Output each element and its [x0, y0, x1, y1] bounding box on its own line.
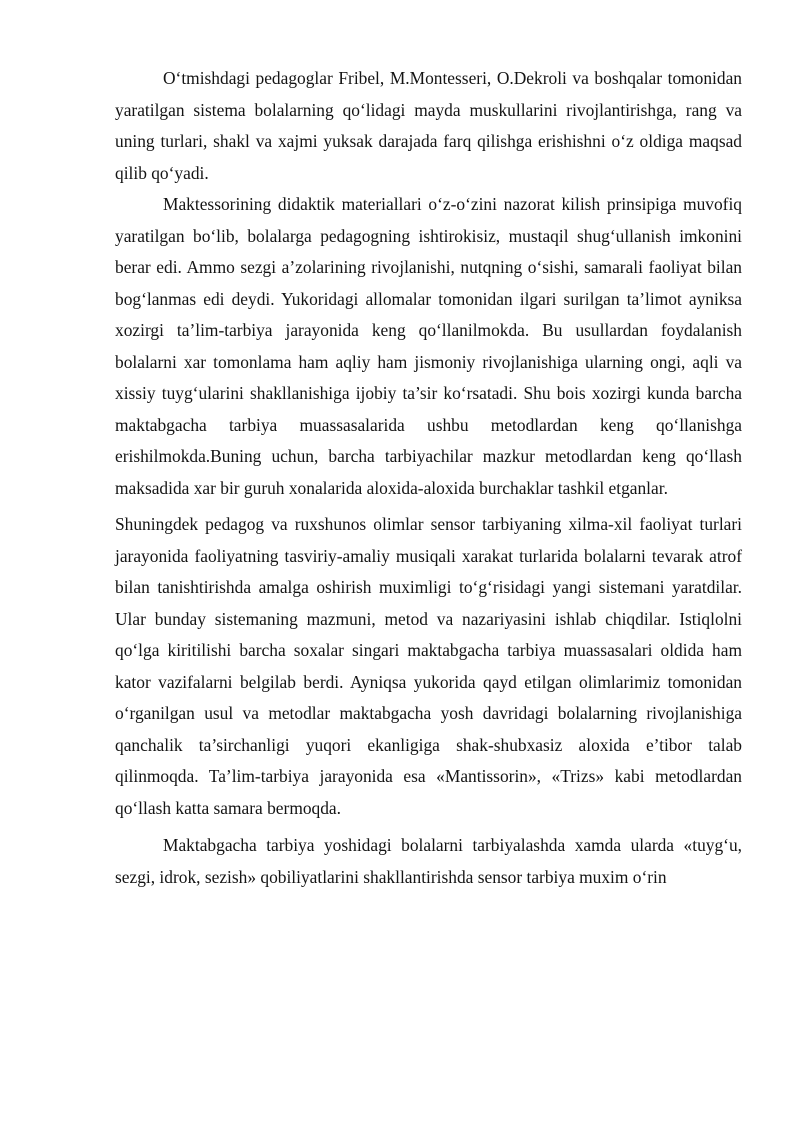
paragraph-3: Shuningdek pedagog va ruxshunos olimlar sensor tarbiyaning xilma-xil faoliyat turlari jarayonida faoliyatning tasviriy-amaliy musiqali xarakat turlarida bolalarni tevarak atrof bilan tanishtirishda amalga oshirish muximligi to‘g‘risidagi yangi sistemani yaratdilar. Ular bunday sistemaning mazmuni, metod va nazariyasini ishlab chiqdilar. Istiqlolni qo‘lga kiritilishi barcha soxalar singari maktabgacha tarbiya muassasalari oldida ham kator vazifalarni belgilab berdi. Ayniqsa yukorida qayd etilgan olimlarimiz tomonidan o‘rganilgan usul va metodlar maktabgacha yosh davridagi bolalarning rivojlanishiga qanchalik ta’sirchanligi yuqori ekanligiga shak-shubxasiz aloxida e’tibor talab qilinmoqda. Ta’lim-tarbiya jarayonida esa «Mantissorin», «Trizs» kabi metodlardan qo‘llash katta samara bermoqda. [115, 514, 742, 818]
paragraph-1: O‘tmishdagi pedagoglar Fribel, M.Montesseri, O.Dekroli va boshqalar tomonidan yaratilgan sistema bolalarning qo‘lidagi mayda muskullarini rivojlantirishga, rang va uning turlari, shakl va xajmi yuksak darajada farq qilishga erishishni o‘z oldiga maqsad qilib qo‘yadi. [115, 68, 742, 183]
paragraph-2: Maktessorining didaktik materiallari o‘z-o‘zini nazorat kilish prinsipiga muvofiq yaratilgan bo‘lib, bolalarga pedagogning ishtirokisiz, mustaqil shug‘ullanish imkonini berar edi. Ammo sezgi a’zolarining rivojlanishi, nutqning o‘sishi, samarali faoliyat bilan bog‘lanmas edi deydi. Yukoridagi allomalar tomonidan ilgari surilgan ta’limot ayniksa xozirgi ta’lim-tarbiya jarayonida keng qo‘llanilmokda. Bu usullardan foydalanish bolalarni xar tomonlama ham aqliy ham jismoniy rivojlanishiga ularning ongi, aqli va xissiy tuyg‘ularini shakllanishiga ijobiy ta’sir ko‘rsatadi. Shu bois xozirgi kunda barcha maktabgacha tarbiya muassasalarida ushbu metodlardan keng qo‘llanishga erishilmokda.Buning uchun, barcha tarbiyachilar mazkur metodlardan keng qo‘llash maksadida xar bir guruh xonalarida aloxida-aloxida burchaklar tashkil etganlar. [115, 194, 742, 498]
document-page [115, 63, 742, 893]
paragraph-4: Maktabgacha tarbiya yoshidagi bolalarni tarbiyalashda xamda ularda «tuyg‘u, sezgi, idrok, sezish» qobiliyatlarini shakllantirishda sensor tarbiya muxim o‘rin [115, 835, 742, 887]
